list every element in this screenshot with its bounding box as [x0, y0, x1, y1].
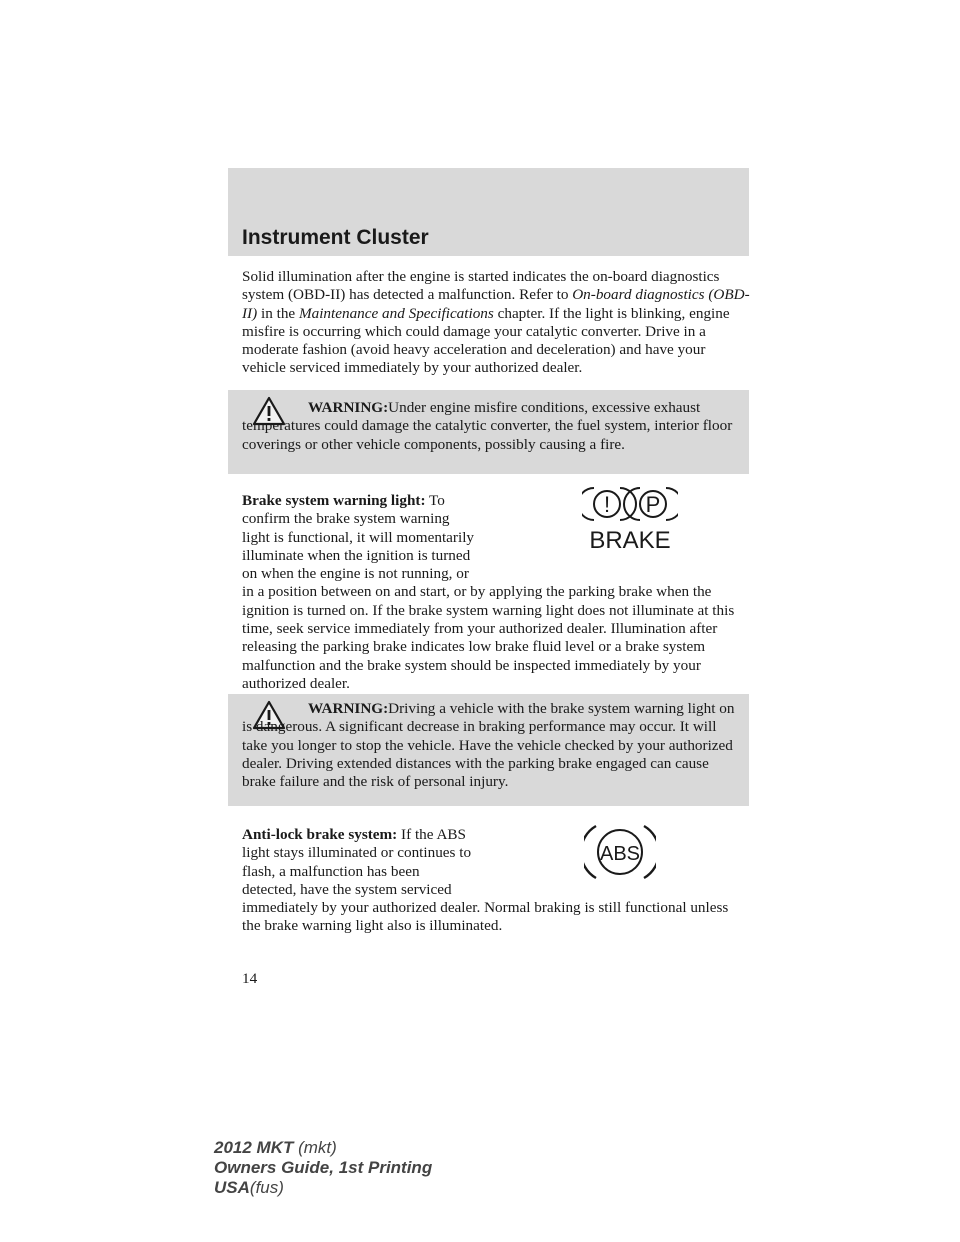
section-title: Instrument Cluster [242, 226, 429, 249]
abs-paragraph [242, 826, 750, 936]
footer-line-3 [214, 1178, 284, 1198]
brake-text: To confirm the brake system warning light is functional, it will momentarily illuminate when the ignition is turned on when the engine is not running, or in a position between on and start, or by applying the parking brake when the ignition is turned on. If the brake system warning light does not illuminate at this time, seek service immediately from your authorized dealer. Illumination after releasing the parking brake indicates low brake fluid level or a brake system malfunction and the brake system should be inspected immediately by your authorized dealer. [242, 492, 735, 692]
brake-warning-icon [582, 484, 678, 552]
warning-body: Driving a vehicle with the brake system warning light on is dangerous. A significant decrease in braking performance may occur. It will take you longer to stop the vehicle. Have the vehicle checked by your authorized dealer. Driving extended distances with the parking brake engaged can cause brake failure and the risk of personal injury. [242, 700, 735, 791]
obd-paragraph [242, 268, 750, 378]
brake-exclaim-glyph: ! [603, 492, 611, 517]
warning-box-brake [228, 694, 749, 806]
obd-text-2: in the [257, 304, 299, 322]
obd-crossref-section: On-board diagnostics (OBD-II) [242, 286, 750, 322]
footer-line-1 [214, 1138, 337, 1158]
warning-text-misfire [242, 399, 738, 454]
abs-text: If the ABS light stays illuminated or continues to flash, a malfunction has been detected, have the system serviced immediately by your authorized dealer. Normal braking is still functional unless the brake warning light also is illuminated. [242, 826, 729, 935]
brake-p-glyph: P [645, 492, 661, 517]
abs-warning-icon [584, 820, 656, 884]
abs-heading: Anti-lock brake system: [242, 826, 398, 843]
warning-text-brake [242, 700, 738, 791]
page-number: 14 [242, 970, 258, 987]
warning-body: Under engine misfire conditions, excessive exhaust temperatures could damage the catalytic converter, the fuel system, interior floor coverings or other vehicle components, possibly causing a fire. [242, 399, 733, 453]
abs-icon-label: ABS [599, 843, 641, 865]
obd-text-1: Solid illumination after the engine is started indicates the on-board diagnostics system (OBD-II) has detected a malfunction. Refer to [242, 268, 720, 304]
footer-market-code: (fus) [249, 1178, 284, 1197]
footer-line-2: Owners Guide, 1st Printing [214, 1158, 433, 1177]
warning-label: WARNING: [308, 700, 389, 717]
footer-model: 2012 MKT [214, 1138, 294, 1157]
footer-market: USA [214, 1178, 250, 1197]
warning-box-misfire [228, 390, 749, 474]
brake-heading: Brake system warning light: [242, 492, 426, 509]
obd-crossref-chapter: Maintenance and Specifications [298, 304, 494, 322]
brake-icon-label: BRAKE [589, 527, 671, 552]
obd-text-3: chapter. If the light is blinking, engine misfire is occurring which could damage your catalytic converter. Drive in a moderate fashion (avoid heavy acceleration and deceleration) and have your vehicle serviced immediately by your authorized dealer. [242, 304, 730, 377]
warning-label: WARNING: [308, 399, 389, 416]
footer-model-code: (mkt) [298, 1138, 337, 1157]
